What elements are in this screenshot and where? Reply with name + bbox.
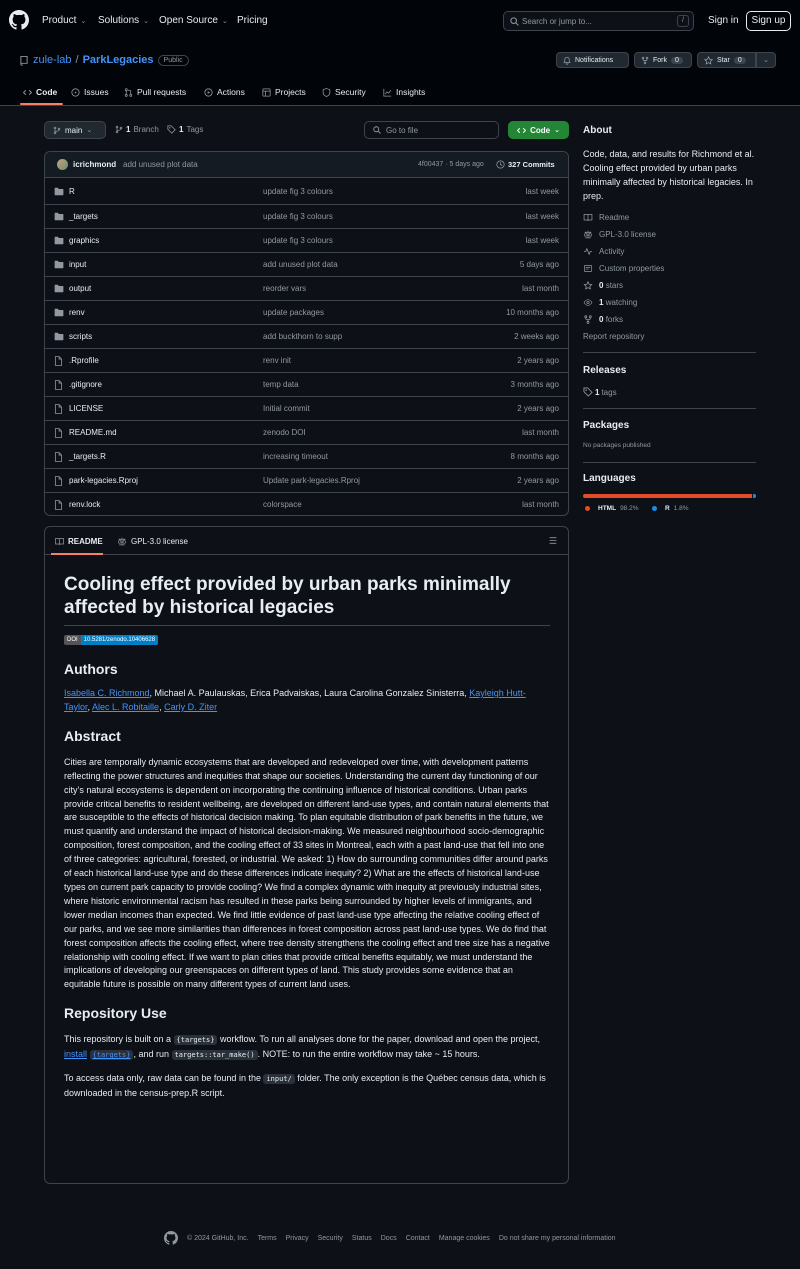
forks-label: forks	[605, 315, 624, 324]
tab-code-label: Code	[36, 87, 58, 97]
file-commit-date: 2 years ago	[517, 404, 559, 413]
repository-use-paragraph	[64, 1033, 550, 1063]
file-commit-message-link[interactable]: update fig 3 colours	[263, 236, 333, 245]
file-commit-message-link[interactable]: update fig 3 colours	[263, 212, 333, 221]
file-commit-message-link[interactable]: add unused plot data	[263, 260, 338, 269]
file-icon	[54, 356, 63, 366]
issue-icon	[71, 88, 80, 97]
readme-title: Cooling effect provided by urban parks minimally affected by historical legacies	[64, 573, 550, 626]
doi-badge-value: 10.5281/zenodo.10406628	[81, 635, 158, 645]
authors-text: , Michael A. Paulauskas, Erica Padvaiskas, Laura Carolina Gonzalez Sinisterra,	[149, 688, 470, 698]
book-icon	[583, 213, 593, 222]
file-commit-date: last month	[522, 500, 559, 509]
search-placeholder: Search or jump to...	[522, 16, 592, 26]
inline-code: {targets}	[90, 1050, 134, 1060]
github-logo-icon[interactable]	[164, 1231, 178, 1245]
star-label: Star	[717, 56, 730, 64]
abstract-text: Cities are temporally dynamic ecosystems that are developed and redeveloped over time, with development patterns reflecting the power structures and inequities that shape our societies. Understanding the current day functioning of our city’s natural ecosystems is dependent on incorporating the continuing influence of historical conditions. Urban parks provide critical benefits to resident wellbeing, are developed on different land-use types, and contain natural elements that are susceptible to the effects of historical decision making. To plan equitable distribution of park benefits in the future, we must quantify and understand the impact of historical decision-making. We measured neighbourhood socio-demographic composition, forest composition, and the cooling effect of 33 sites in Montreal, each with a past land-use that fell into one of three categories: agricultural, forested, or industrial. We asked: 1) How do surrounding communities differ around parks of each historical land-use type and do these differences indicate inequity? 2) What are the effects of historical land-use types on current park capacity to provide cooling? We find a complex dynamic with inequity at previously industrial sites, where historic environmental racism has resulted in these parks being surrounded by higher levels of immigrants, and lower median incomes than expected. We find little evidence of past land-use type affecting the relative cooling effect of our parks, and we see more similarities than differences in forest composition across past land-use types. We do find that forest composition affects the cooling effect, where tree density strengthens the cooling effect and tree size has a negative relationship with cooling effect. If we want to plan cities that provide critical benefits equitably, we must understand the implications of developing our greenspaces on different types of land. This study provides some evidence that an equitable future is possible on many different types of current land uses.	[64, 756, 550, 990]
file-row[interactable]	[45, 180, 568, 204]
use-text: . NOTE: to run the entire workflow may take ~ 15 hours.	[257, 1049, 480, 1060]
file-commit-date: last week	[525, 187, 559, 196]
language-html[interactable]	[585, 505, 639, 512]
commits-link[interactable]	[496, 160, 555, 169]
repository-use-heading: Repository Use	[64, 1005, 167, 1022]
file-name-link[interactable]: output	[69, 284, 92, 293]
tab-issues-label: Issues	[84, 87, 109, 97]
branches-link[interactable]	[115, 125, 159, 134]
file-row[interactable]	[45, 300, 568, 324]
tags-link[interactable]	[167, 125, 203, 134]
readme-tabs	[45, 527, 568, 555]
languages-heading: Languages	[583, 473, 636, 484]
tab-pull-requests-label: Pull requests	[137, 87, 187, 97]
note-icon	[583, 264, 593, 273]
file-commit-date: 3 months ago	[510, 380, 559, 389]
file-row[interactable]	[45, 324, 568, 348]
footer-link-contact[interactable]: Contact	[405, 1234, 430, 1242]
authors-paragraph	[64, 687, 550, 715]
divider	[583, 408, 756, 409]
code-button-label: Code	[530, 125, 551, 135]
search-icon	[510, 17, 519, 26]
file-name-link[interactable]: renv	[69, 308, 85, 317]
law-icon	[117, 537, 127, 546]
file-name-link[interactable]: .gitignore	[69, 380, 102, 389]
history-icon	[496, 160, 505, 169]
graph-icon	[383, 88, 392, 97]
star-icon	[583, 281, 593, 290]
code-icon	[517, 126, 526, 135]
file-icon	[54, 452, 63, 462]
notifications-button[interactable]	[556, 52, 629, 68]
file-row[interactable]	[45, 468, 568, 492]
language-name: R	[665, 505, 670, 512]
repo-icon	[19, 55, 29, 66]
repo-path-separator: /	[75, 54, 79, 66]
tab-projects[interactable]	[262, 87, 306, 97]
fork-button[interactable]	[634, 52, 692, 68]
forks-link[interactable]	[583, 315, 623, 324]
file-name-link[interactable]: README.md	[69, 428, 117, 437]
chevron-down-icon: ⌄	[143, 17, 150, 25]
inline-code: {targets}	[174, 1035, 218, 1045]
readme-box	[44, 526, 569, 1184]
file-commit-message-link[interactable]: update packages	[263, 308, 324, 317]
file-commit-message-link[interactable]: reorder vars	[263, 284, 307, 293]
file-commit-message-link[interactable]: update fig 3 colours	[263, 187, 333, 196]
file-name-link[interactable]: renv.lock	[69, 500, 101, 509]
tab-security[interactable]	[322, 87, 366, 97]
file-name-link[interactable]: R	[69, 187, 75, 196]
pulse-icon	[583, 247, 593, 256]
tab-projects-label: Projects	[275, 87, 306, 97]
abstract-heading: Abstract	[64, 727, 121, 744]
latest-commit-row	[45, 152, 568, 178]
stars-count: 0	[599, 281, 604, 290]
play-circle-icon	[204, 88, 213, 97]
language-bar	[583, 494, 756, 498]
language-name: HTML	[598, 505, 617, 512]
file-commit-message-link[interactable]: Initial commit	[263, 404, 310, 413]
star-list-dropdown[interactable]	[756, 52, 776, 68]
go-to-file-input[interactable]	[364, 121, 499, 139]
eye-icon	[583, 298, 593, 307]
language-r[interactable]	[652, 505, 689, 512]
chevron-down-icon: ⌄	[763, 57, 769, 64]
nav-open-source[interactable]	[159, 15, 228, 26]
watching-label: watching	[605, 298, 638, 307]
file-name-link[interactable]: _targets.R	[69, 452, 106, 461]
tab-insights[interactable]	[383, 87, 425, 97]
use-text: workflow. To run all analyses done for the paper, download and open the project,	[217, 1034, 541, 1045]
book-icon	[55, 537, 64, 546]
stars-label: stars	[605, 281, 624, 290]
divider	[583, 462, 756, 463]
site-footer	[164, 1231, 616, 1245]
fork-label: Fork	[653, 56, 667, 64]
watchers-link[interactable]	[583, 298, 637, 307]
footer-link-manage-cookies[interactable]: Manage cookies	[438, 1234, 490, 1242]
file-name-link[interactable]: graphics	[69, 236, 100, 245]
chevron-down-icon: ⌄	[221, 17, 228, 25]
activity-link-label: Activity	[599, 247, 625, 256]
folder-icon	[54, 284, 64, 293]
file-commit-date: last month	[522, 284, 559, 293]
file-commit-message-link[interactable]: add buckthorn to supp	[263, 332, 343, 341]
file-commit-date: 2 years ago	[517, 356, 559, 365]
nav-product-label: Product	[42, 15, 77, 26]
file-name-link[interactable]: input	[69, 260, 87, 269]
law-icon	[583, 230, 593, 239]
go-to-file-placeholder: Go to file	[386, 125, 419, 135]
file-row[interactable]	[45, 204, 568, 228]
doi-badge-label: DOI	[64, 635, 81, 645]
folder-icon	[54, 212, 64, 221]
targets-link[interactable]	[90, 1049, 134, 1059]
author-link[interactable]: Carly D. Ziter	[164, 701, 218, 712]
footer-link-docs[interactable]: Docs	[380, 1234, 397, 1242]
language-dot-icon	[652, 506, 657, 511]
forks-count: 0	[599, 315, 604, 324]
tab-actions[interactable]	[204, 87, 245, 97]
chevron-down-icon: ⌄	[86, 127, 93, 134]
file-commit-date: 2 weeks ago	[514, 332, 559, 341]
active-tab-indicator	[20, 103, 63, 105]
footer-link-privacy[interactable]: Privacy	[285, 1234, 309, 1242]
folder-icon	[54, 308, 64, 317]
folder-icon	[54, 332, 64, 341]
footer-copyright: © 2024 GitHub, Inc.	[187, 1234, 249, 1242]
search-input[interactable]	[503, 11, 694, 31]
tab-readme[interactable]	[55, 537, 103, 546]
file-commit-date: 10 months ago	[506, 308, 559, 317]
nav-product[interactable]	[42, 15, 86, 26]
tab-pull-requests[interactable]	[124, 87, 186, 97]
divider	[583, 352, 756, 353]
file-row[interactable]	[45, 420, 568, 444]
use-text: , and run	[133, 1049, 172, 1060]
releases-heading[interactable]: Releases	[583, 365, 627, 376]
active-tab-indicator	[51, 553, 103, 555]
file-icon	[54, 404, 63, 414]
branch-icon	[115, 125, 123, 134]
author-link[interactable]: Kayleigh Hutt-Taylor	[64, 688, 526, 712]
stars-link[interactable]	[583, 281, 623, 290]
inline-code: input/	[263, 1074, 294, 1084]
file-icon	[54, 428, 63, 438]
global-header	[0, 0, 800, 42]
star-icon	[704, 56, 713, 65]
nav-solutions[interactable]	[98, 15, 149, 26]
file-row[interactable]	[45, 252, 568, 276]
tag-icon	[583, 387, 593, 397]
file-row[interactable]	[45, 444, 568, 468]
avatar[interactable]	[57, 159, 68, 170]
commit-hash[interactable]: 4f00437 · 5 days ago	[418, 161, 484, 168]
file-row[interactable]	[45, 348, 568, 372]
authors-separator: ,	[159, 701, 165, 712]
watching-count: 1	[599, 298, 604, 307]
current-branch: main	[65, 125, 83, 135]
license-link[interactable]	[583, 230, 656, 239]
tags-count: 1	[179, 125, 184, 134]
tab-license-label: GPL-3.0 license	[131, 537, 188, 546]
fork-icon	[583, 315, 593, 324]
language-bar-r-segment	[753, 494, 756, 498]
branch-icon	[53, 126, 61, 135]
file-row[interactable]	[45, 276, 568, 300]
folder-icon	[54, 260, 64, 269]
file-commit-message-link[interactable]: Update park-legacies.Rproj	[263, 476, 360, 485]
file-commit-message-link[interactable]: increasing timeout	[263, 452, 328, 461]
language-percent: 1.8%	[673, 505, 689, 512]
file-commit-date: 8 months ago	[510, 452, 559, 461]
tab-license[interactable]	[117, 537, 188, 546]
chevron-down-icon: ⌄	[554, 127, 560, 134]
tab-security-label: Security	[335, 87, 366, 97]
authors-separator: ,	[87, 701, 93, 712]
commit-message-link[interactable]: add unused plot data	[123, 160, 198, 169]
footer-link-terms[interactable]: Terms	[257, 1234, 277, 1242]
file-name-link[interactable]: .Rprofile	[69, 356, 99, 365]
footer-link-do-not-share[interactable]: Do not share my personal information	[498, 1234, 616, 1242]
authors-heading: Authors	[64, 661, 118, 677]
file-row[interactable]	[45, 396, 568, 420]
packages-note: No packages published	[583, 442, 651, 449]
inline-code: targets::tar_make()	[172, 1050, 258, 1060]
file-commit-message-link[interactable]: zenodo DOI	[263, 428, 306, 437]
file-row[interactable]	[45, 228, 568, 252]
repo-name-link[interactable]: ParkLegacies	[82, 54, 154, 66]
about-heading: About	[583, 125, 612, 136]
readme-link-label: Readme	[599, 213, 630, 222]
language-bar-html-segment	[583, 494, 752, 498]
chevron-down-icon: ⌄	[80, 17, 87, 25]
bell-icon	[563, 56, 571, 65]
file-row[interactable]	[45, 492, 568, 516]
file-commit-message-link[interactable]: temp data	[263, 380, 299, 389]
nav-solutions-label: Solutions	[98, 15, 140, 26]
notifications-label: Notifications	[575, 56, 614, 64]
file-commit-date: last week	[525, 236, 559, 245]
readme-content	[64, 573, 550, 1101]
file-name-link[interactable]: LICENSE	[69, 404, 104, 413]
folder-icon	[54, 236, 64, 245]
star-button[interactable]	[697, 52, 756, 68]
visibility-badge: Public	[158, 55, 189, 66]
file-commit-date: 5 days ago	[519, 260, 559, 269]
activity-link[interactable]	[583, 247, 624, 256]
file-name-link[interactable]: park-legacies.Rproj	[69, 476, 138, 485]
repo-owner-link[interactable]: zule-lab	[33, 54, 72, 66]
data-access-paragraph	[64, 1072, 550, 1101]
tab-readme-label: README	[68, 537, 103, 546]
license-link-label: GPL-3.0 license	[599, 230, 656, 239]
code-icon	[23, 88, 32, 97]
folder-icon	[54, 187, 64, 196]
author-link[interactable]: Alec L. Robitaille	[92, 701, 160, 712]
use-text: To access data only, raw data can be found in the	[64, 1073, 264, 1084]
use-text: folder. The only exception is the Québec census data, which is downloaded in the census-prep.R script.	[64, 1073, 546, 1098]
branch-select[interactable]	[44, 121, 106, 139]
search-icon	[373, 126, 381, 134]
release-tags-label: tags	[601, 387, 617, 397]
install-link[interactable]: install	[64, 1049, 88, 1060]
github-logo-icon[interactable]	[9, 10, 29, 30]
tags-label: Tags	[186, 125, 204, 134]
star-count: 0	[734, 57, 746, 64]
custom-properties-label: Custom properties	[599, 264, 665, 273]
report-repository-label: Report repository	[583, 332, 645, 341]
language-percent: 98.2%	[620, 505, 639, 512]
file-commit-message-link[interactable]: renv init	[263, 356, 292, 365]
custom-properties-link[interactable]	[583, 264, 664, 273]
nav-pricing-label: Pricing	[237, 15, 268, 26]
footer-link-security[interactable]: Security	[317, 1234, 343, 1242]
tab-code[interactable]	[23, 87, 57, 97]
pull-request-icon	[124, 88, 133, 97]
file-commit-date: 2 years ago	[517, 476, 559, 485]
file-name-link[interactable]: _targets	[69, 212, 98, 221]
nav-open-source-label: Open Source	[159, 15, 218, 26]
file-commit-message-link[interactable]: colorspace	[263, 500, 302, 509]
tag-icon	[167, 125, 176, 134]
use-text: This repository is built on a	[64, 1034, 174, 1045]
release-tags-count: 1	[595, 387, 600, 397]
shield-icon	[322, 88, 331, 97]
file-name-link[interactable]: scripts	[69, 332, 93, 341]
report-repository-link[interactable]	[583, 332, 644, 341]
packages-heading[interactable]: Packages	[583, 420, 630, 431]
file-commit-date: last month	[522, 428, 559, 437]
tab-issues[interactable]	[71, 87, 109, 97]
file-commit-date: last week	[525, 212, 559, 221]
file-table	[44, 151, 569, 516]
readme-link[interactable]	[583, 213, 629, 222]
outline-list-icon[interactable]	[548, 536, 558, 545]
branches-label: Branch	[133, 125, 159, 134]
tab-actions-label: Actions	[217, 87, 245, 97]
fork-count: 0	[671, 57, 683, 64]
file-icon	[54, 476, 63, 486]
file-icon	[54, 500, 63, 510]
file-icon	[54, 380, 63, 390]
branches-count: 1	[126, 125, 131, 134]
fork-icon	[641, 56, 649, 65]
sign-up-button[interactable]: Sign up	[746, 11, 791, 31]
repo-description: Code, data, and results for Richmond et al. Cooling effect provided by urban parks minimally affected by historical legacies. In prep.	[583, 149, 755, 201]
commit-author-link[interactable]: icrichmond	[73, 160, 117, 169]
doi-badge[interactable]	[64, 635, 158, 645]
author-link[interactable]: Isabella C. Richmond	[64, 688, 150, 698]
footer-link-status[interactable]: Status	[351, 1234, 372, 1242]
commits-count: 327 Commits	[508, 160, 555, 169]
nav-pricing[interactable]	[237, 15, 268, 26]
repo-title	[19, 54, 189, 66]
language-dot-icon	[585, 506, 590, 511]
table-icon	[262, 88, 271, 97]
release-tags-link[interactable]	[583, 387, 617, 397]
sign-in-link[interactable]: Sign in	[708, 15, 739, 26]
file-row[interactable]	[45, 372, 568, 396]
tab-insights-label: Insights	[396, 87, 426, 97]
code-button[interactable]	[508, 121, 569, 139]
search-shortcut-key: /	[677, 15, 689, 27]
